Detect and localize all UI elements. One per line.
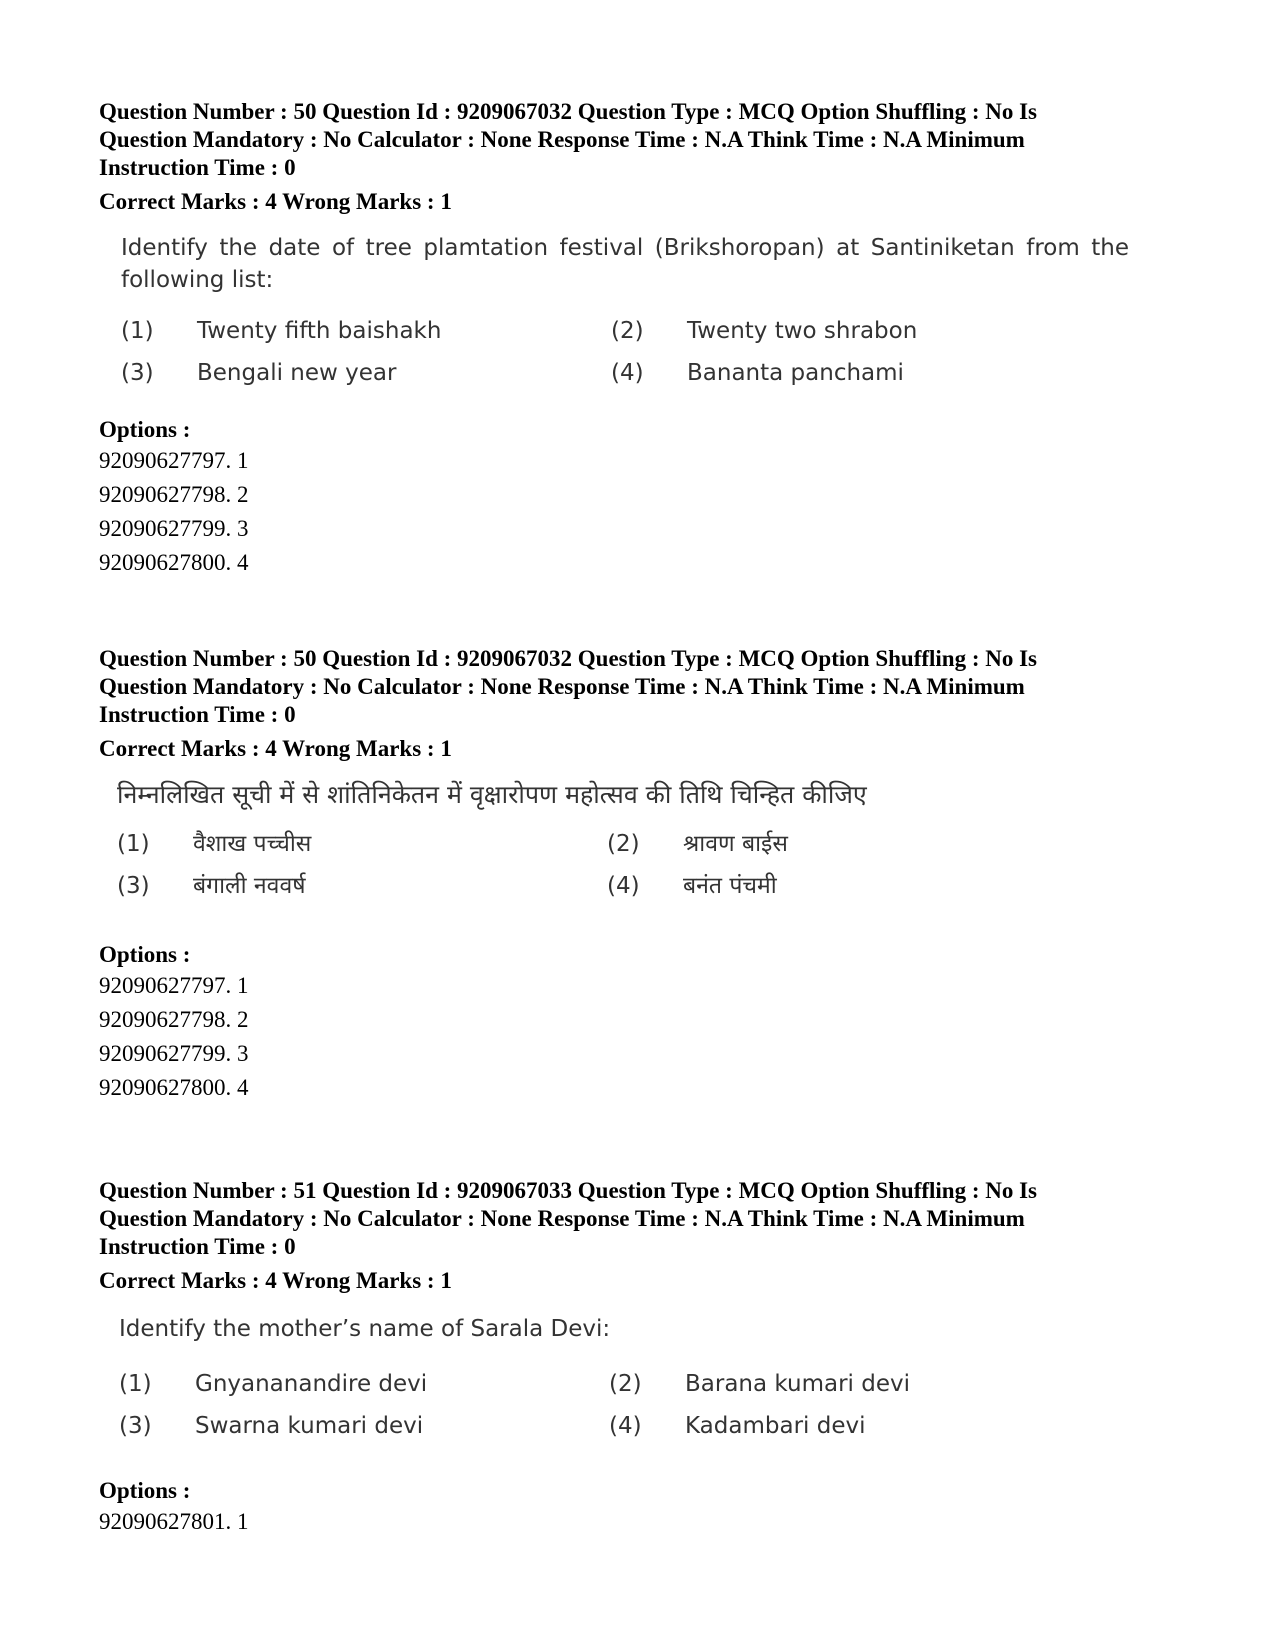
choice-label: Bananta panchami (687, 360, 904, 386)
choice-number: (4) (609, 1413, 642, 1439)
question-meta: Question Number : 50 Question Id : 9209067032 Question Type : MCQ Option Shuffling : No Is Question Mandatory : No Calculator : None Response Time : N.A Think Time : N.A Minimum Instruction Time : 0 (99, 646, 1038, 727)
option-line: 92090627797. 1 (99, 448, 249, 473)
choice-number: (2) (611, 318, 644, 344)
choice-4 (609, 1411, 1089, 1441)
choice-2 (611, 316, 1091, 346)
choice-number: (3) (119, 1413, 152, 1439)
choice-grid (99, 1369, 1129, 1441)
choice-label: Twenty fifth baishakh (197, 318, 442, 344)
choice-label: Swarna kumari devi (195, 1413, 424, 1439)
question-image (99, 1313, 1129, 1441)
choice-grid (99, 316, 1129, 388)
choice-number: (2) (609, 1371, 642, 1397)
choice-label: Twenty two shrabon (687, 318, 918, 344)
question-marks: Correct Marks : 4 Wrong Marks : 1 (99, 189, 452, 214)
choice-number: (3) (121, 360, 154, 386)
choice-4 (611, 358, 1091, 388)
choice-2 (609, 1369, 1089, 1399)
choice-label: बंगाली नववर्ष (193, 873, 306, 899)
choice-1 (119, 1369, 609, 1399)
question-meta: Question Number : 50 Question Id : 9209067032 Question Type : MCQ Option Shuffling : No Is Question Mandatory : No Calculator : None Response Time : N.A Think Time : N.A Minimum Instruction Time : 0 (99, 99, 1038, 180)
choice-label: बनंत पंचमी (683, 873, 777, 899)
option-line: 92090627801. 1 (99, 1509, 249, 1534)
question-meta: Question Number : 51 Question Id : 9209067033 Question Type : MCQ Option Shuffling : No Is Question Mandatory : No Calculator : None Response Time : N.A Think Time : N.A Minimum Instruction Time : 0 (99, 1178, 1038, 1259)
choice-label: Gnyananandire devi (195, 1371, 428, 1397)
choice-3 (117, 871, 607, 901)
choice-grid (99, 829, 1129, 901)
option-line: 92090627800. 4 (99, 1075, 249, 1100)
choice-3 (121, 358, 611, 388)
choice-1 (117, 829, 607, 859)
question-image (99, 779, 1129, 901)
choice-number: (2) (607, 831, 640, 857)
choice-4 (607, 871, 1087, 901)
question-marks: Correct Marks : 4 Wrong Marks : 1 (99, 736, 452, 761)
option-line: 92090627798. 2 (99, 482, 249, 507)
choice-2 (607, 829, 1087, 859)
question-text: Identify the mother’s name of Sarala Devi: (119, 1316, 611, 1342)
choice-label: वैशाख पच्चीस (193, 831, 312, 857)
question-block-1 (99, 98, 1129, 580)
question-block-2 (99, 645, 1129, 1105)
option-line: 92090627799. 3 (99, 1041, 249, 1066)
option-line: 92090627800. 4 (99, 550, 249, 575)
option-line: 92090627797. 1 (99, 973, 249, 998)
choice-label: Kadambari devi (685, 1413, 866, 1439)
choice-label: श्रावण बाईस (683, 831, 788, 857)
options-label: Options : (99, 942, 191, 967)
choice-number: (3) (117, 873, 150, 899)
choice-number: (1) (117, 831, 150, 857)
choice-label: Barana kumari devi (685, 1371, 911, 1397)
question-block-3 (99, 1177, 1129, 1539)
choice-label: Bengali new year (197, 360, 397, 386)
choice-number: (1) (119, 1371, 152, 1397)
choice-1 (121, 316, 611, 346)
question-marks: Correct Marks : 4 Wrong Marks : 1 (99, 1268, 452, 1293)
choice-number: (4) (611, 360, 644, 386)
choice-3 (119, 1411, 609, 1441)
option-line: 92090627798. 2 (99, 1007, 249, 1032)
options-label: Options : (99, 417, 191, 442)
question-text: निम्नलिखित सूची में से शांतिनिकेतन में वृक्षारोपण महोत्सव की तिथि चिन्हित कीजिए (117, 780, 867, 809)
choice-number: (4) (607, 873, 640, 899)
question-text: Identify the date of tree plamtation festival (Brikshoropan) at Santiniketan from the following list: (121, 235, 1129, 293)
options-label: Options : (99, 1478, 191, 1503)
question-image (99, 232, 1129, 388)
option-line: 92090627799. 3 (99, 516, 249, 541)
choice-number: (1) (121, 318, 154, 344)
